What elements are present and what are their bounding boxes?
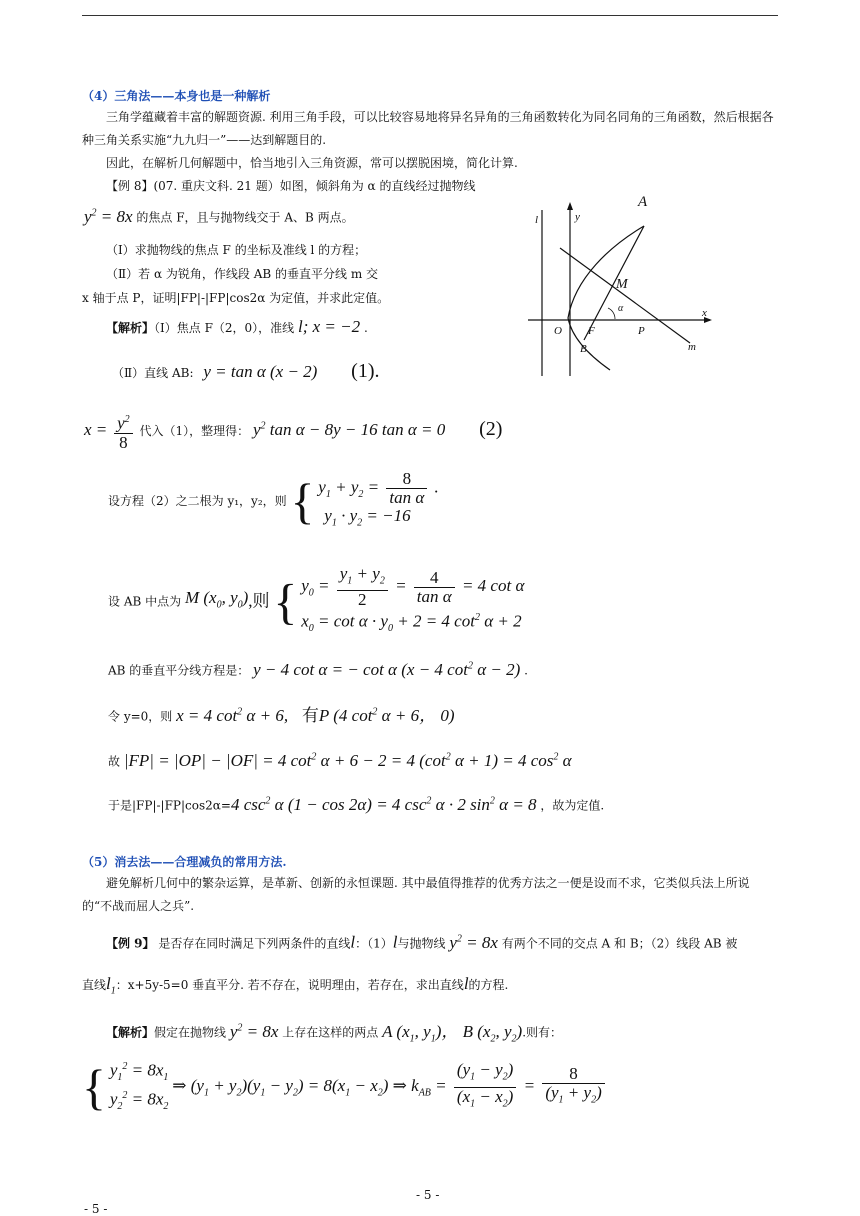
page-number-center: - 5 - xyxy=(416,1188,440,1202)
example-9-text-g: 的方程. xyxy=(468,978,509,992)
label-l: l xyxy=(535,214,539,226)
solution-part-1: 【解析】（Ⅰ）焦点 F（2，0），准线 l; x = −2 . xyxy=(106,317,368,336)
header-rule xyxy=(82,15,778,16)
substitution-lhs: x = xyxy=(84,419,108,439)
brace: { xyxy=(290,473,315,530)
parabola-equation-3: $y^2 = 8x$ xyxy=(229,1021,279,1041)
constant-text: ，故为定值. xyxy=(540,798,605,813)
parabola-system: $y_1^2 = 8x_1$ $y_2^2 = 8x_2$ xyxy=(109,1060,169,1113)
line-l-symbol-2: l xyxy=(392,932,398,952)
brace-2: { xyxy=(273,573,298,630)
solution-label-2: 【解析】 xyxy=(106,1025,155,1040)
fraction-y2-over-8: $\frac{y^2}{8}$ xyxy=(114,411,133,452)
line-l1-symbol: $l_1$ xyxy=(106,974,116,997)
parabola-figure xyxy=(520,188,720,378)
label-b: B xyxy=(580,343,587,355)
example-9-solution xyxy=(106,1019,562,1048)
section-5-heading: （5）消去法——合理减负的常用方法. xyxy=(82,855,287,869)
substitution-step xyxy=(84,411,502,452)
perp-bisector-text: AB 的垂直平分线方程是： xyxy=(108,663,250,678)
slope-chain: ⇒ $(y_1 + y_2)(y_1 - y_2) = 8(x_1 - x_2)$ ⇒ $k_{AB}$ = $\frac{(y_1 - y_2)}{(x_1 - x_2)}$ = $\frac{8}{(y_1 + y_2)}$ xyxy=(172,1076,608,1095)
brace-3: { xyxy=(82,1059,106,1116)
label-m-line: m xyxy=(688,341,696,353)
example-9-text-f: ：x+5y-5=0 垂直平分. 若不存在，说明理由，若存在，求出直线 xyxy=(115,978,464,992)
label-m-point: M xyxy=(616,277,628,292)
example-9-text-b: ：（1） xyxy=(355,936,393,951)
label-f: F xyxy=(588,325,595,337)
solution-part-1-text: （Ⅰ）焦点 F（2，0），准线 xyxy=(154,321,295,335)
let-y-zero-text: 令 y=0，则 xyxy=(108,709,173,724)
fp-equation: |FP| = |OP| − |OF| = 4 $\cot^2 \alpha + 6 - 2 = 4$ ($\cot^2$ α + 1) = 4 $\cos^2 \alpha$ xyxy=(123,750,572,770)
points-ab: A ($x_1$, $y_1$)， B ($x_2$, $y_2$) xyxy=(382,1021,523,1045)
section-4-paragraph-1: 三角学蕴藏着丰富的解题资源. 利用三角手段，可以比较容易地将异名异角的三角函数转化为同名同角的三角函数，然后根据各种三角关系实施“九九归一”——达到解题目的. xyxy=(82,110,774,147)
perpendicular-bisector: AB 的垂直平分线方程是： y − 4 cot α = − cot α (x − 4 $\cot^2 \alpha - 2$) . xyxy=(108,659,528,679)
directrix-equation: l; x = −2 xyxy=(298,317,361,336)
example-9-text-d: 有两个不同的交点 A 和 B；（2）线段 AB 被 xyxy=(501,936,738,951)
line-ab-equation: y = tan α (x − 2) xyxy=(203,362,318,381)
example-8-intro: 【例 8】(07. 重庆文科. 21 题）如图，倾斜角为 α 的直线经过抛物线 xyxy=(106,179,476,193)
question-2-line-1: （Ⅱ）若 α 为锐角，作线段 AB 的垂直平分线 m 交 xyxy=(106,267,379,281)
then-text: ,则 xyxy=(248,591,270,611)
label-o: O xyxy=(554,325,562,337)
equation-tag-1: (1). xyxy=(351,360,380,382)
constant-step xyxy=(108,792,604,815)
quadratic-equation: $y^2$ tan α − 8y − 16 tan α = 0 xyxy=(252,419,446,439)
solution-label: 【解析】 xyxy=(106,321,155,335)
equation-tag-2: (2) xyxy=(479,417,503,440)
example-9-label: 【例 9】 xyxy=(106,936,155,951)
label-alpha: α xyxy=(618,303,624,314)
thus-text: 于是|FP|-|FP|cos2α= xyxy=(108,798,231,813)
section-5-paragraph-1: 避免解析几何中的繁杂运算，是革新、创新的永恒课题. 其中最值得推荐的优秀方法之一便是设而不求，它类似兵法上所说的“不战而屈人之兵”. xyxy=(82,876,750,913)
solution-part-2 xyxy=(112,362,380,382)
solution-text-b: 上存在这样的两点 xyxy=(282,1025,379,1040)
slope-derivation xyxy=(82,1058,608,1116)
have-text: 有 xyxy=(301,705,319,725)
label-x: x xyxy=(702,307,707,319)
line-ab-label: （Ⅱ）直线 AB: xyxy=(112,366,194,380)
example-9-text-a: 是否存在同时满足下列两条件的直线 xyxy=(158,936,351,951)
label-a: A xyxy=(638,194,648,210)
perp-bisector-equation: y − 4 cot α = − cot α (x − 4 $\cot^2 \alpha - 2$) xyxy=(253,659,521,679)
vieta-system: $y_1 + y_2$ = $\frac{8}{\text{tan α}}$ . $y_1 \cdot y_2 = -16$ xyxy=(318,469,439,529)
so-text: 故 xyxy=(108,754,121,769)
question-1: （Ⅰ）求抛物线的焦点 F 的坐标及准线 l 的方程； xyxy=(106,243,367,257)
substitution-text: 代入（1），整理得： xyxy=(139,423,250,438)
example-8-text: 的焦点 F，且与抛物线交于 A、B 两点。 xyxy=(136,210,354,225)
parabola-equation-2: $y^2 = 8x$ xyxy=(449,932,498,952)
y-axis-arrow xyxy=(567,202,573,210)
example-9-line-2 xyxy=(82,975,508,1000)
point-p: P (4 $\cot^2 \alpha + 6$， 0) xyxy=(318,705,455,725)
alpha-arc xyxy=(608,308,615,319)
label-p: P xyxy=(638,325,645,337)
question-2-line-2: x 轴于点 P，证明|FP|-|FP|cos2α 为定值，并求此定值。 xyxy=(82,291,390,305)
page-number-left: - 5 - xyxy=(84,1202,108,1216)
midpoint-step xyxy=(108,565,524,638)
example-9-line-1 xyxy=(106,930,737,953)
parabola-equation: $y^2 = 8x$ xyxy=(84,206,133,226)
example-9-text-c: 与抛物线 xyxy=(397,936,446,951)
line-ab xyxy=(584,226,644,340)
example-8-line-2 xyxy=(84,204,354,227)
solution-text-c: .则有： xyxy=(522,1025,563,1040)
label-y: y xyxy=(575,211,580,223)
line-l-symbol-3: l xyxy=(463,974,469,993)
line-l-symbol: l xyxy=(350,932,356,952)
x-value: x = 4 $\cot^2 \alpha + 6$, xyxy=(176,705,289,725)
example-9-text-e: 直线 xyxy=(82,978,107,992)
section-4-paragraph-2: 因此，在解析几何解题中，恰当地引入三角资源，常可以摆脱困境，简化计算. xyxy=(106,156,518,170)
midpoint-symbol: M ($x_0$, $y_0$) xyxy=(184,588,249,611)
fp-step xyxy=(108,748,572,771)
solution-text-a: 假定在抛物线 xyxy=(154,1025,227,1040)
point-p-step xyxy=(108,703,454,726)
midpoint-system: $y_0$ = $\frac{y_1 + y_2}{2}$ = $\frac{4}{\text{tan α}}$ = 4 cot α $x_0 = \cot \alpha \cdot y_0 + 2 = 4$ $\cot^2 \alpha + 2$ xyxy=(301,564,525,635)
section-4-heading: （4）三角法——本身也是一种解析 xyxy=(82,89,271,103)
midpoint-text: 设 AB 中点为 xyxy=(108,594,182,609)
constant-equation: 4 $\csc^2 \alpha$ (1 − cos 2α) = 4 $\csc^2 \alpha \cdot 2$ $\sin^2 \alpha = 8$ xyxy=(230,794,537,814)
roots-step xyxy=(108,470,439,532)
roots-text: 设方程（2）之二根为 y₁，y₂，则 xyxy=(108,494,287,509)
